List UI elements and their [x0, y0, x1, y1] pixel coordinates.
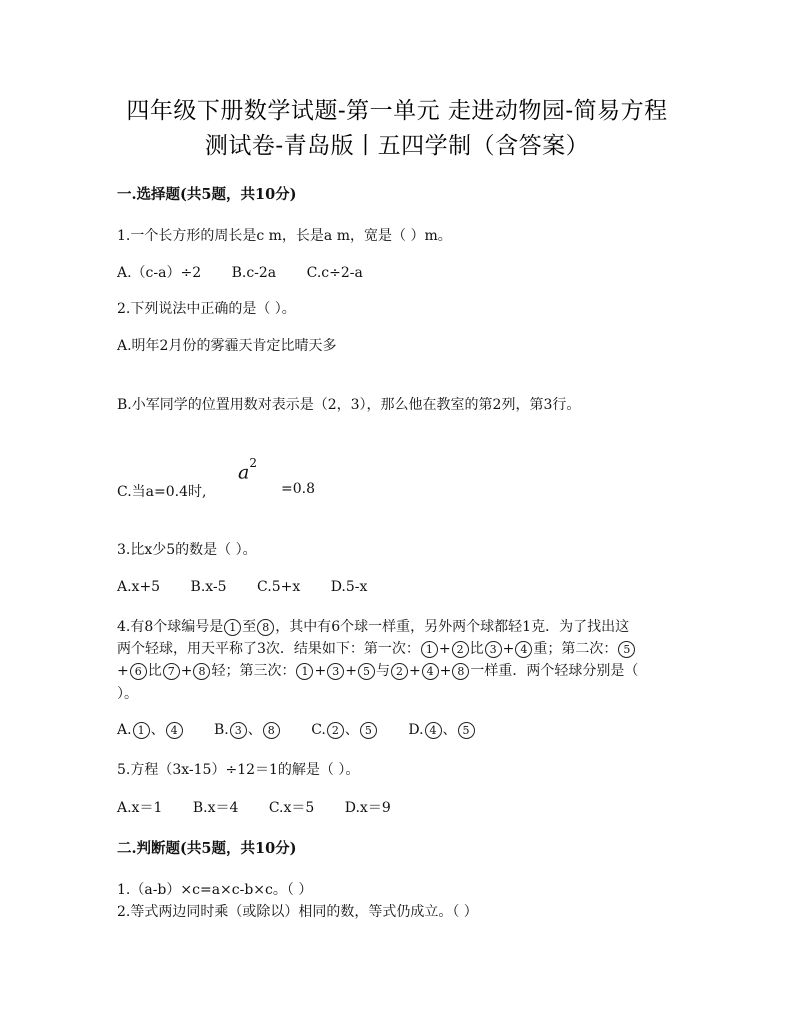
- question-2-text: 2.下列说法中正确的是（ ）。: [117, 301, 296, 317]
- circled-1: 1: [421, 641, 438, 658]
- q4-text: 至: [242, 619, 257, 635]
- circled-2: 2: [391, 663, 408, 680]
- question-5-option-b: B.x＝4: [192, 800, 239, 816]
- question-5-option-d: D.x＝9: [344, 800, 391, 816]
- question-1-options: [117, 262, 389, 282]
- circled-3: 3: [230, 722, 247, 739]
- question-2-option-a: A.明年2月份的雾霾天肯定比晴天多: [117, 338, 337, 354]
- question-4-line-1: [117, 616, 629, 636]
- circled-5: 5: [360, 722, 377, 739]
- title-line-2: 测试卷-青岛版丨五四学制（含答案）: [204, 133, 590, 159]
- plus: +: [117, 663, 129, 679]
- circled-4: 4: [425, 722, 442, 739]
- formula-variable: a: [238, 461, 250, 484]
- q4-text: 比: [469, 641, 484, 657]
- circled-1: 1: [133, 722, 150, 739]
- circled-4: 4: [422, 663, 439, 680]
- question-2-option-c-suffix: =0.8: [281, 481, 315, 497]
- q4-text: 轻: [211, 663, 226, 679]
- option-letter: C.: [311, 722, 326, 738]
- circled-5: 5: [618, 641, 635, 658]
- separator: 、: [247, 722, 262, 738]
- circled-3: 3: [327, 663, 344, 680]
- q4-text: ，其中有6个球一样重，另外两个球都轻1克．为了找出这: [275, 619, 630, 635]
- circled-8: 8: [263, 722, 280, 739]
- question-4-option-c: [311, 719, 378, 739]
- plus: +: [314, 663, 327, 679]
- question-4-line-4: ）。: [117, 686, 138, 702]
- question-3-text: 3.比x少5的数是（ ）。: [117, 542, 257, 558]
- question-4-line-3: [117, 660, 638, 680]
- circled-1: 1: [224, 619, 241, 636]
- separator: 、: [150, 722, 165, 738]
- separator: 、: [442, 722, 457, 738]
- question-4-options: [117, 719, 502, 739]
- question-3-option-a: A.x+5: [117, 579, 161, 595]
- question-3-option-c: C.5+x: [257, 579, 301, 595]
- circled-8: 8: [193, 663, 210, 680]
- question-1-text: 1.一个长方形的周长是c m，长是a m，宽是（ ）m。: [117, 228, 452, 244]
- question-3-option-b: B.x-5: [190, 579, 227, 595]
- judge-1-text: 1.（a-b）×c=a×c-b×c。（ ）: [117, 882, 313, 898]
- q4-text: 与: [375, 663, 390, 679]
- circled-2: 2: [452, 641, 469, 658]
- question-1-option-b: B.c-2a: [231, 265, 277, 281]
- q4-text: 重: [533, 641, 548, 657]
- plus: +: [345, 663, 357, 679]
- question-4-option-b: [214, 719, 281, 739]
- section-judge-heading: 二.判断题(共5题，共10分): [117, 840, 297, 857]
- circled-1: 1: [296, 663, 313, 680]
- circled-4: 4: [515, 641, 532, 658]
- judge-2-text: 2.等式两边同时乘（或除以）相同的数，等式仍成立。（ ）: [117, 904, 478, 920]
- question-5-option-a: A.x＝1: [117, 800, 163, 816]
- q4-text: ；第二次：: [547, 641, 618, 657]
- option-letter: D.: [408, 722, 424, 738]
- q4-text: 两个轻球，用天平称了3次．结果如下：第一次：: [117, 641, 420, 657]
- circled-7: 7: [163, 663, 180, 680]
- question-4-option-d: [408, 719, 475, 739]
- question-5-option-c: C.x＝5: [268, 800, 315, 816]
- question-2-option-c-formula: [238, 456, 257, 484]
- question-3-options: [117, 579, 393, 595]
- circled-5: 5: [358, 663, 375, 680]
- separator: 、: [344, 722, 359, 738]
- plus: +: [502, 641, 515, 657]
- question-1-option-a: A.（c-a）÷2: [117, 265, 202, 281]
- q4-text: ；第三次：: [225, 663, 296, 679]
- q4-text: 4.有8个球编号是: [117, 619, 224, 635]
- circled-6: 6: [130, 663, 147, 680]
- plus: +: [438, 641, 451, 657]
- plus: +: [180, 663, 193, 679]
- section-choice-heading: 一.选择题(共5题，共10分): [117, 186, 297, 203]
- question-2-option-c-prefix: C.当a=0.4时,: [117, 484, 207, 500]
- option-letter: B.: [214, 722, 229, 738]
- question-2-option-b: B.小军同学的位置用数对表示是（2，3），那么他在教室的第2列，第3行。: [117, 397, 581, 413]
- plus: +: [439, 663, 452, 679]
- circled-2: 2: [327, 722, 344, 739]
- circled-5: 5: [458, 722, 475, 739]
- question-1-option-c: C.c÷2-a: [306, 265, 363, 281]
- circled-8: 8: [257, 619, 274, 636]
- plus: +: [408, 663, 421, 679]
- q4-text: 比: [147, 663, 162, 679]
- circled-4: 4: [166, 722, 183, 739]
- question-5-text: 5.方程（3x-15）÷12＝1的解是（ ）。: [117, 762, 360, 778]
- circled-8: 8: [452, 663, 469, 680]
- formula-exponent: 2: [249, 456, 257, 470]
- option-letter: A.: [117, 722, 132, 738]
- circled-3: 3: [485, 641, 502, 658]
- q4-text: 一样重．两个轻球分别是（: [470, 663, 639, 679]
- question-4-option-a: [117, 719, 184, 739]
- question-5-options: [117, 797, 417, 817]
- title-line-1: 四年级下册数学试题-第一单元 走进动物园-简易方程: [126, 98, 668, 124]
- question-3-option-d: D.5-x: [330, 579, 368, 595]
- question-4-line-2: [117, 638, 636, 658]
